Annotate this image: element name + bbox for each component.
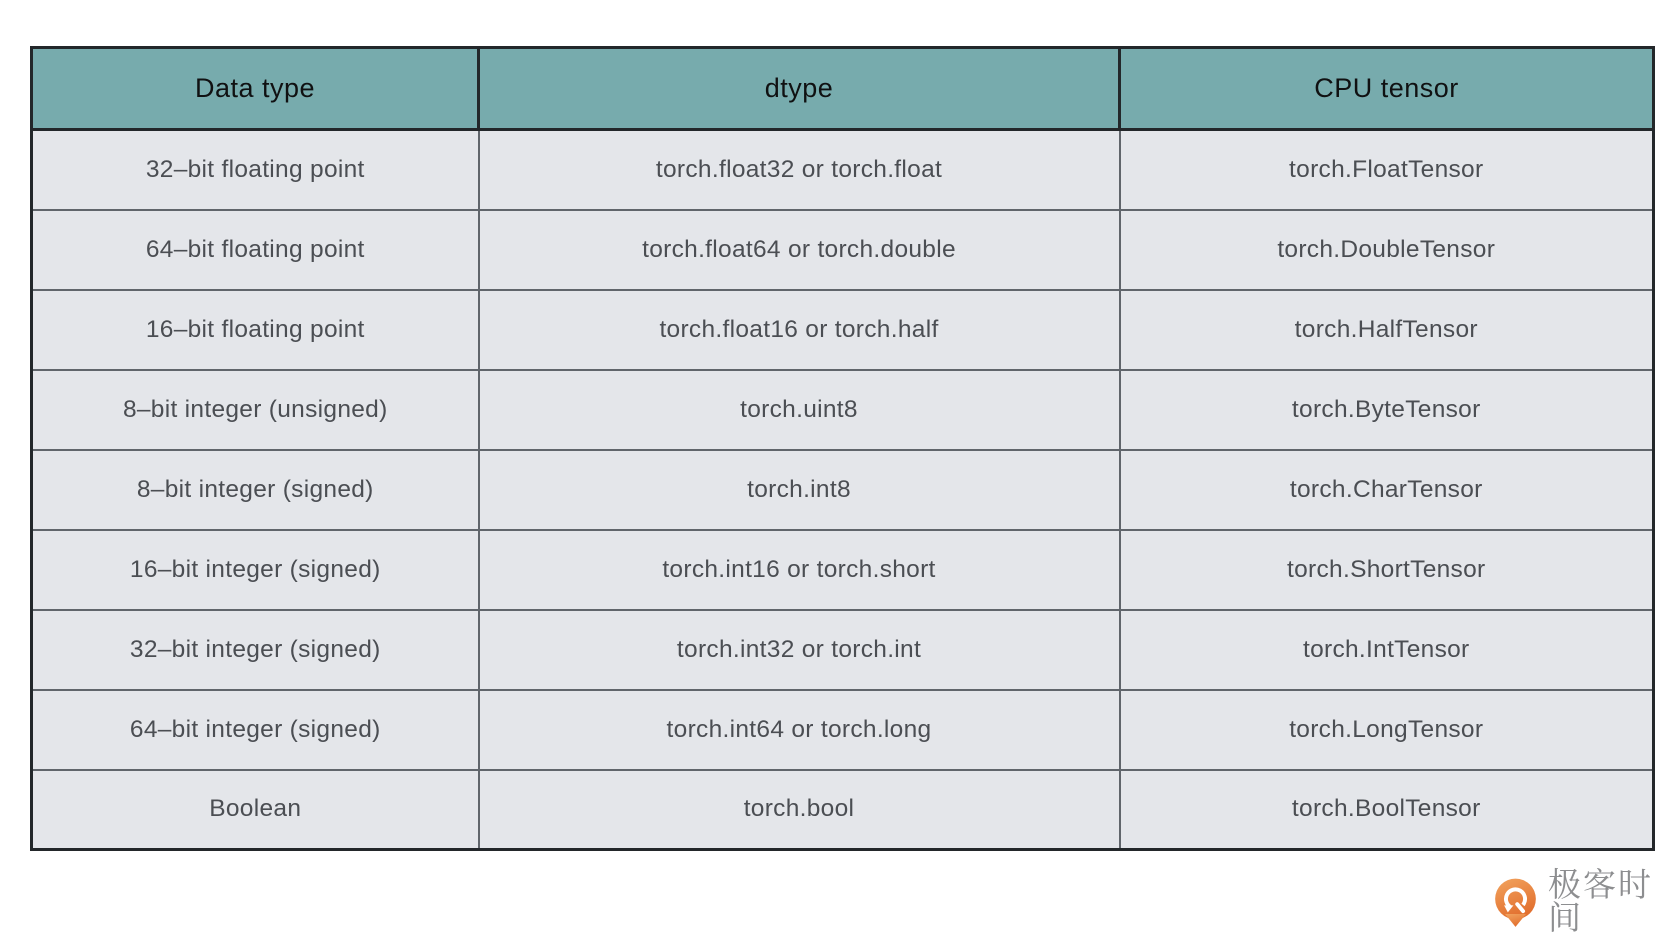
pytorch-dtype-table bbox=[30, 46, 1655, 851]
cell-data-type: 32–bit floating point bbox=[32, 130, 479, 210]
cell-data-type: 64–bit integer (signed) bbox=[32, 690, 479, 770]
cell-dtype: torch.float16 or torch.half bbox=[479, 290, 1120, 370]
cell-data-type: 32–bit integer (signed) bbox=[32, 610, 479, 690]
cell-dtype: torch.float64 or torch.double bbox=[479, 210, 1120, 290]
cell-cpu-tensor: torch.LongTensor bbox=[1120, 690, 1654, 770]
cell-cpu-tensor: torch.DoubleTensor bbox=[1120, 210, 1654, 290]
table-row bbox=[32, 450, 1654, 530]
table-row bbox=[32, 290, 1654, 370]
cell-cpu-tensor: torch.HalfTensor bbox=[1120, 290, 1654, 370]
cell-dtype: torch.int32 or torch.int bbox=[479, 610, 1120, 690]
cell-data-type: 8–bit integer (unsigned) bbox=[32, 370, 479, 450]
cell-dtype: torch.int16 or torch.short bbox=[479, 530, 1120, 610]
table-row bbox=[32, 530, 1654, 610]
header-row bbox=[32, 48, 1654, 130]
cell-cpu-tensor: torch.ShortTensor bbox=[1120, 530, 1654, 610]
table-row bbox=[32, 690, 1654, 770]
column-header-data-type: Data type bbox=[32, 48, 479, 130]
table-row bbox=[32, 370, 1654, 450]
column-header-cpu-tensor: CPU tensor bbox=[1120, 48, 1654, 130]
cell-cpu-tensor: torch.CharTensor bbox=[1120, 450, 1654, 530]
cell-data-type: 16–bit floating point bbox=[32, 290, 479, 370]
cell-dtype: torch.uint8 bbox=[479, 370, 1120, 450]
table-row bbox=[32, 610, 1654, 690]
cell-cpu-tensor: torch.FloatTensor bbox=[1120, 130, 1654, 210]
column-header-dtype: dtype bbox=[479, 48, 1120, 130]
table-row bbox=[32, 770, 1654, 850]
cell-data-type: Boolean bbox=[32, 770, 479, 850]
table-row bbox=[32, 130, 1654, 210]
cell-cpu-tensor: torch.ByteTensor bbox=[1120, 370, 1654, 450]
cell-dtype: torch.float32 or torch.float bbox=[479, 130, 1120, 210]
cell-cpu-tensor: torch.BoolTensor bbox=[1120, 770, 1654, 850]
cell-data-type: 64–bit floating point bbox=[32, 210, 479, 290]
cell-data-type: 16–bit integer (signed) bbox=[32, 530, 479, 610]
geektime-pin-q-icon bbox=[1492, 878, 1539, 928]
cell-dtype: torch.bool bbox=[479, 770, 1120, 850]
cell-dtype: torch.int64 or torch.long bbox=[479, 690, 1120, 770]
cell-data-type: 8–bit integer (signed) bbox=[32, 450, 479, 530]
table-row bbox=[32, 210, 1654, 290]
cell-cpu-tensor: torch.IntTensor bbox=[1120, 610, 1654, 690]
geektime-logo bbox=[1492, 868, 1680, 933]
geektime-logo-text: 极客时间 bbox=[1548, 866, 1653, 933]
cell-dtype: torch.int8 bbox=[479, 450, 1120, 530]
